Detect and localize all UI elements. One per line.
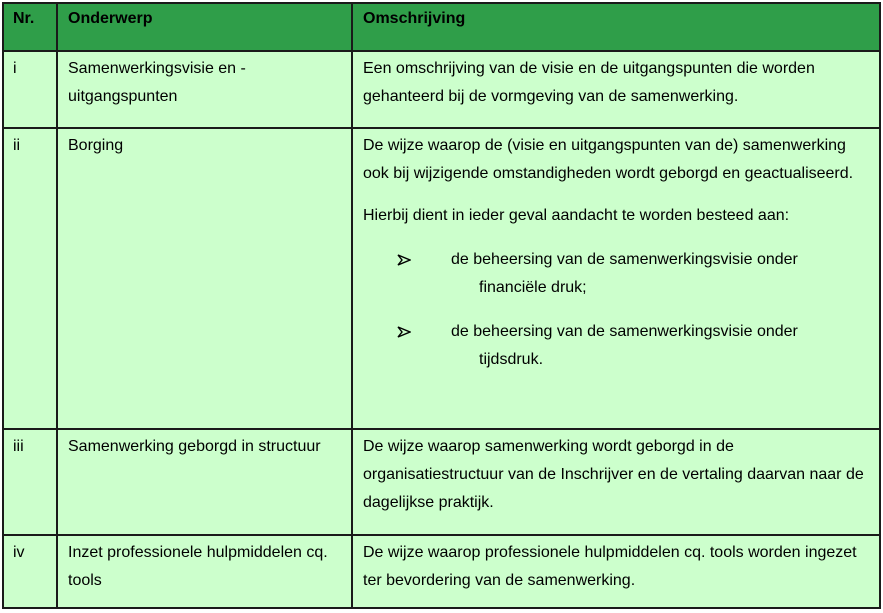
table-header-row [4,4,879,52]
row-omschrijving: De wijze waarop samenwerking wordt geborgd in de organisatiestructuur van de Inschrijver en de vertaling daarvan naar de dagelijkse praktijk. [363,438,864,511]
row-nr: i [13,60,17,77]
row-omschrijving: Een omschrijving van de visie en de uitgangspunten die worden gehanteerd bij de vormgeving van de samenwerking. [363,60,815,105]
requirements-table [2,2,881,609]
row-nr: iv [13,544,25,561]
row-onderwerp: Samenwerkingsvisie en - uitgangspunten [68,60,246,105]
row-onderwerp: Inzet professionele hulpmiddelen cq. tools [68,544,328,589]
table-row [4,52,879,129]
row-onderwerp: Samenwerking geborgd in structuur [68,438,321,455]
row-nr: iii [13,438,24,455]
bullet-item [363,246,871,302]
header-onderwerp: Onderwerp [68,10,153,27]
header-omschrijving: Omschrijving [363,10,466,27]
table-row [4,129,879,430]
bullet-text-line2: tijdsdruk. [479,351,544,368]
row-intro: Hierbij dient in ieder geval aandacht te worden besteed aan: [363,207,790,224]
table-row [4,536,879,607]
table-row [4,430,879,536]
header-nr: Nr. [13,10,35,27]
bullet-text-line2: financiële druk; [479,279,587,296]
bullet-text-line1: de beheersing van de samenwerkingsvisie onder [451,251,798,268]
arrowhead-bullet-icon [397,246,413,274]
row-onderwerp: Borging [68,137,124,154]
column-divider [56,129,58,428]
row-omschrijving-cell [353,129,879,374]
bullet-item [363,318,871,374]
bullet-text-line1: de beheersing van de samenwerkingsvisie onder [451,323,798,340]
row-omschrijving: De wijze waarop professionele hulpmiddelen cq. tools worden ingezet ter bevordering van de samenwerking. [363,544,857,589]
row-nr: ii [13,137,21,154]
arrowhead-bullet-icon [397,318,413,346]
row-omschrijving: De wijze waarop de (visie en uitgangspunten van de) samenwerking ook bij wijzigende omstandigheden wordt geborgd en geactualiseerd. [363,137,854,182]
